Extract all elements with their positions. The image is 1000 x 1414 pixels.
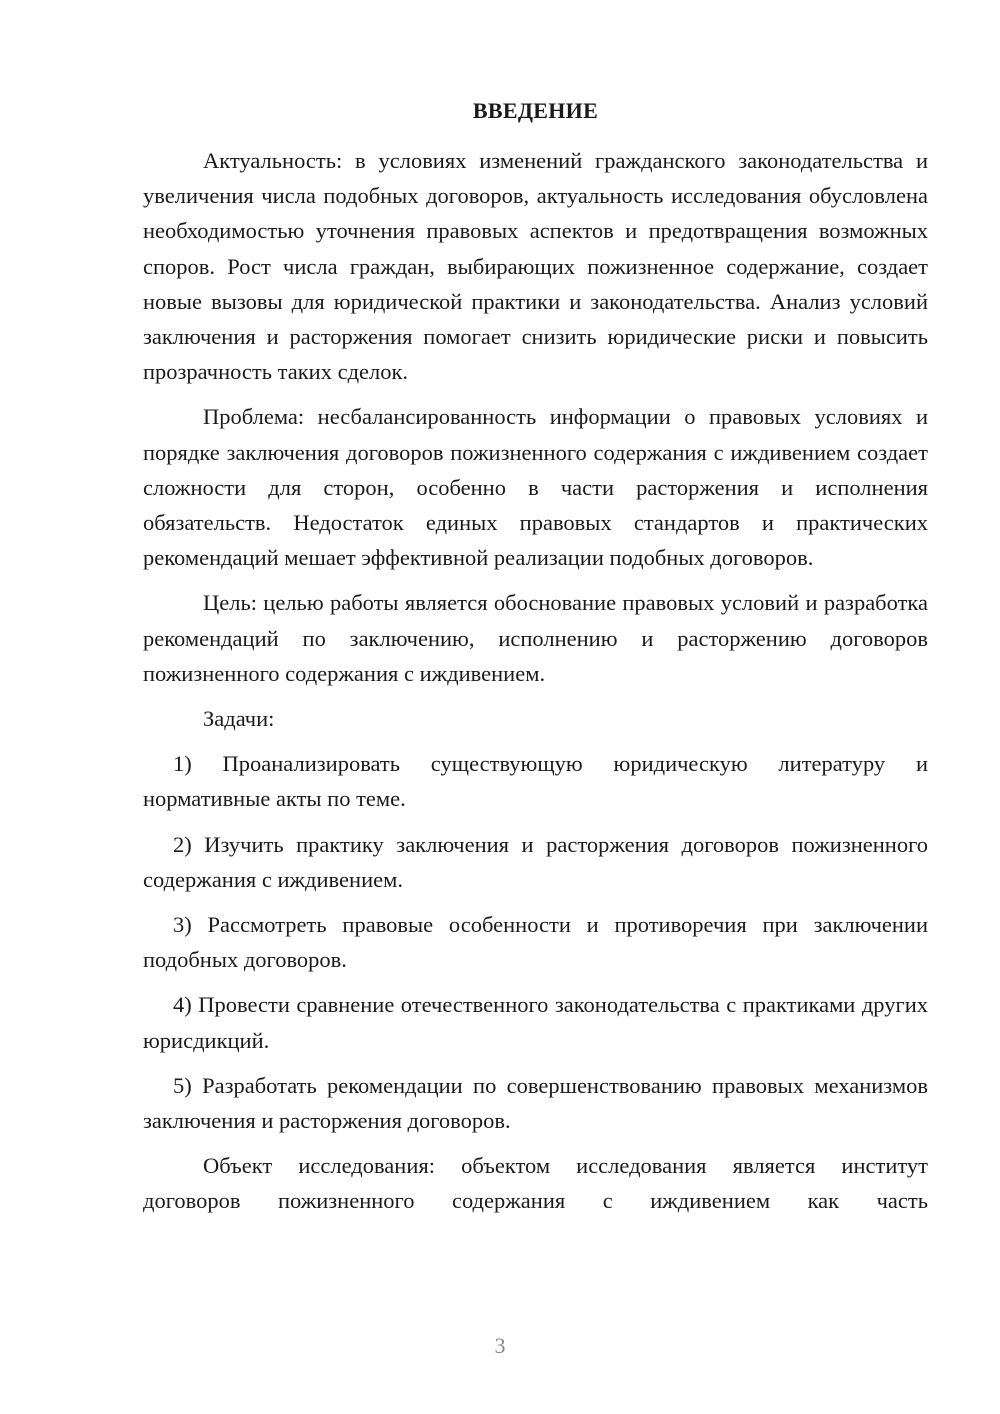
paragraph-tasks-label: Задачи: bbox=[203, 706, 275, 732]
paragraph-goal: Цель: целью работы является обоснование правовых условий и разработка рекомендаций по заключению, исполнению и расторжению договоров пожизненного содержания с иждивением. bbox=[143, 590, 928, 686]
task-item-1: 1) Проанализировать существующую юридическую литературу и нормативные акты по теме. bbox=[143, 751, 928, 812]
task-item-5: 5) Разработать рекомендации по совершенствованию правовых механизмов заключения и расторжения договоров. bbox=[143, 1072, 928, 1134]
task-item-3: 3) Рассмотреть правовые особенности и противоречия при заключении подобных договоров. bbox=[143, 912, 928, 973]
paragraph-relevance: Актуальность: в условиях изменений гражданского законодательства и увеличения числа подобных договоров, актуальность исследования обусловлена необходимостью уточнения правовых аспектов и предотвращения возможных споров. Рост числа граждан, выбирающих пожизненное содержание, создает новые вызовы для юридической практики и законодательства. Анализ условий заключения и расторжения помогает снизить юридические риски и повысить прозрачность таких сделок. bbox=[143, 148, 928, 385]
section-heading: ВВЕДЕНИЕ bbox=[472, 98, 599, 123]
body-text bbox=[143, 143, 928, 1219]
task-item-4: 4) Провести сравнение отечественного законодательства с практиками других юрисдикций. bbox=[143, 992, 928, 1053]
paragraph-object: Объект исследования: объектом исследования является институт договоров пожизненного содержания с иждивением как часть bbox=[143, 1153, 928, 1214]
page-number: 3 bbox=[494, 1333, 506, 1358]
paragraph-problem: Проблема: несбалансированность информации о правовых условиях и порядке заключения договоров пожизненного содержания с иждивением создает сложности для сторон, особенно в части расторжения и исполнения обязательств. Недостаток единых правовых стандартов и практических рекомендаций мешает эффективной реализации подобных договоров. bbox=[143, 404, 928, 571]
task-item-2: 2) Изучить практику заключения и расторжения договоров пожизненного содержания с иждивением. bbox=[143, 831, 928, 892]
